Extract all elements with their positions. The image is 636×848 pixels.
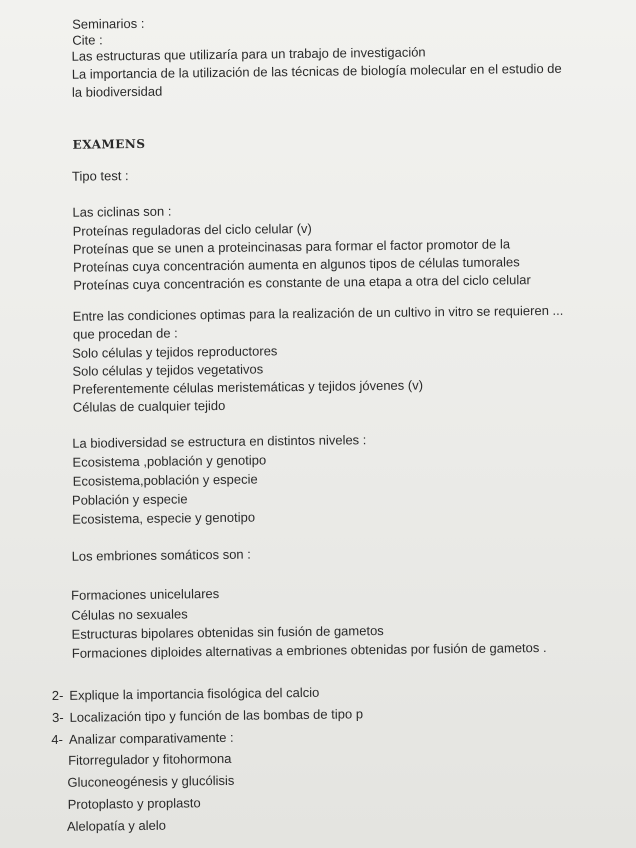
question-option: Ecosistema,población y especie [72, 471, 258, 489]
question-option: Ecosistema, especie y genotipo [72, 509, 256, 527]
compare-item: Protoplasto y proplasto [67, 795, 201, 812]
compare-item: Gluconeogénesis y glucólisis [67, 772, 235, 790]
question-option: Células no sexuales [71, 606, 188, 623]
compare-item: Fitorregulador y fitohormona [68, 750, 232, 768]
seminario-item: La importancia de la utilización de las técnicas de biología molecular en el estudio de [71, 60, 562, 82]
question-stem: que procedan de : [72, 325, 178, 342]
question-option: Proteínas cuya concentración aumenta en algunos tipos de células tumorales [73, 254, 520, 275]
question-option: Formaciones unicelulares [71, 586, 220, 603]
tipo-test-label: Tipo test : [71, 168, 129, 184]
question-option: Preferentemente células meristemáticas y tejidos jóvenes (v) [72, 377, 424, 397]
seminario-item: Las estructuras que utilizaría para un trabajo de investigación [71, 44, 426, 64]
question-text: Analizar comparativamente : [68, 729, 234, 747]
question-option: Proteínas que se unen a proteincinasas para formar el factor promotor de la [72, 236, 511, 257]
question-option: Solo células y tejidos reproductores [72, 343, 278, 361]
compare-item: Alelopatía y alelo [66, 817, 167, 834]
question-text: Localización tipo y función de las bombas de tipo p [69, 706, 364, 725]
question-number: 4- [51, 731, 63, 748]
question-option: Proteínas reguladoras del ciclo celular (v) [72, 220, 312, 239]
question-stem: Entre las condiciones optimas para la realización de un cultivo in vitro se requieren ... [72, 302, 564, 324]
question-stem: Las ciclinas son : [72, 203, 172, 220]
question-stem: Los embriones somáticos son : [71, 546, 251, 564]
examens-heading: EXAMENS [72, 136, 146, 152]
question-number: 2- [51, 687, 64, 704]
question-option: Células de cualquier tejido [72, 397, 226, 415]
question-option: Solo células y tejidos vegetativos [72, 361, 264, 379]
seminario-item: la biodiversidad [71, 83, 163, 100]
question-stem: La biodiversidad se estructura en distintos niveles : [72, 432, 367, 451]
question-text: Explique la importancia fisológica del calcio [69, 684, 320, 703]
cite-label: Cite : [72, 32, 103, 48]
question-option: Proteínas cuya concentración es constante de una etapa a otra del ciclo celular [73, 272, 531, 293]
question-number: 3- [51, 709, 64, 726]
question-option: Ecosistema ,población y genotipo [72, 452, 267, 470]
question-option: Estructuras bipolares obtenidas sin fusión de gametos [71, 622, 384, 642]
question-option: Población y especie [71, 491, 188, 508]
question-option: Formaciones diploides alternativas a embriones obtenidas por fusión de gametos . [71, 640, 547, 661]
seminarios-title: Seminarios : [72, 15, 145, 32]
